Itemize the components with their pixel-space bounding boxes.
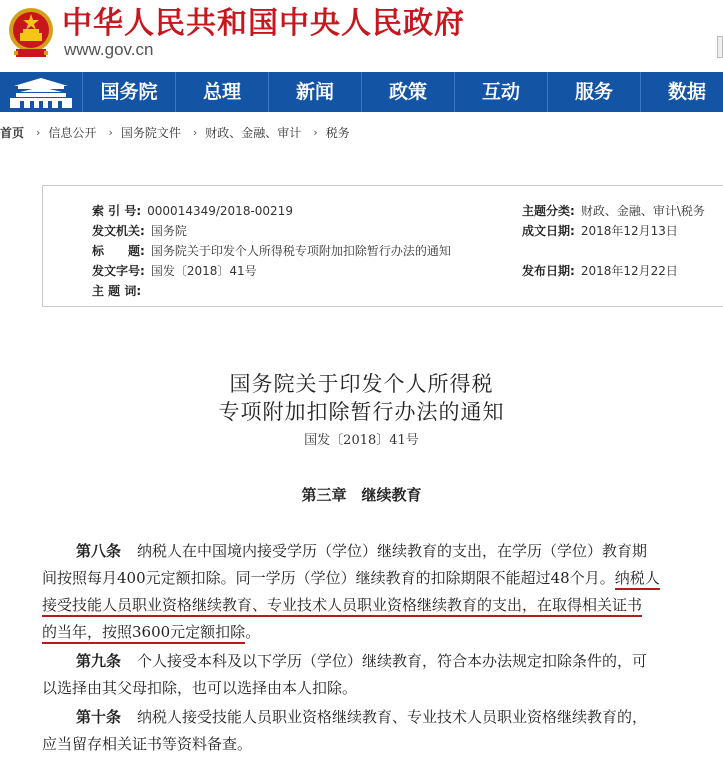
breadcrumb-home[interactable]: 首页 <box>0 125 25 140</box>
nav-item-state-council[interactable]: 国务院 <box>82 72 175 112</box>
meta-value: 2018年12月13日 <box>580 224 678 238</box>
main-nav <box>0 72 723 112</box>
meta-label: 发布日期: <box>522 264 575 278</box>
chevron-right-icon: › <box>108 125 113 139</box>
chevron-right-icon: › <box>313 125 318 139</box>
tiananmen-icon[interactable] <box>0 72 82 112</box>
document-metadata-box <box>42 185 723 307</box>
article-9-line <box>42 648 702 675</box>
article-text: 应当留存相关证书等资料备查。 <box>42 735 253 753</box>
scrollbar-thumb[interactable] <box>717 36 723 58</box>
meta-issuer <box>92 222 187 239</box>
article-label: 第八条 <box>76 542 122 560</box>
nav-item-services[interactable]: 服务 <box>547 72 640 112</box>
meta-label: 发文机关: <box>92 224 145 238</box>
meta-keywords <box>92 282 147 299</box>
meta-value: 国发〔2018〕41号 <box>150 264 257 278</box>
meta-value: 国务院关于印发个人所得税专项附加扣除暂行办法的通知 <box>150 244 451 258</box>
chapter-heading: 第三章 继续教育 <box>301 486 422 504</box>
site-title[interactable]: 中华人民共和国中央人民政府 <box>62 6 465 41</box>
breadcrumb-state-council-docs[interactable]: 国务院文件 <box>120 125 181 140</box>
meta-value: 2018年12月22日 <box>580 264 678 278</box>
article-text: 纳税人在中国境内接受学历（学位）继续教育的支出，在学历（学位）教育期 <box>137 542 648 560</box>
meta-created <box>522 222 678 239</box>
breadcrumb-tax[interactable]: 税务 <box>325 125 350 140</box>
article-10-line <box>42 704 702 731</box>
article-text: 。 <box>245 623 261 641</box>
article-9-line <box>42 675 702 702</box>
highlighted-text: 的当年，按照3600元定额扣除 <box>42 623 245 644</box>
site-header <box>0 0 723 72</box>
meta-label: 索 引 号: <box>92 204 142 218</box>
nav-item-data[interactable]: 数据 <box>640 72 723 112</box>
article-8-line <box>42 592 702 619</box>
national-emblem-icon[interactable] <box>6 5 56 61</box>
article-10-line <box>42 731 702 758</box>
breadcrumb-info-disclosure[interactable]: 信息公开 <box>48 125 97 140</box>
article-8-line <box>42 565 702 592</box>
chevron-right-icon: › <box>36 125 41 139</box>
meta-subject <box>522 202 705 219</box>
nav-item-premier[interactable]: 总理 <box>175 72 268 112</box>
breadcrumb-finance[interactable]: 财政、金融、审计 <box>205 125 302 140</box>
article-doc-number: 国发〔2018〕41号 <box>304 433 419 448</box>
meta-value: 000014349/2018-00219 <box>147 204 293 218</box>
article-label: 第十条 <box>76 708 122 726</box>
article-label: 第九条 <box>76 652 122 670</box>
nav-item-news[interactable]: 新闻 <box>268 72 361 112</box>
breadcrumb <box>0 122 350 142</box>
meta-value: 国务院 <box>150 224 187 238</box>
article-8-line <box>42 619 702 646</box>
meta-label: 发文字号: <box>92 264 145 278</box>
nav-item-policy[interactable]: 政策 <box>361 72 454 112</box>
chevron-right-icon: › <box>192 125 198 139</box>
meta-label: 主题分类: <box>522 204 575 218</box>
article-8 <box>42 538 702 646</box>
article-9 <box>42 648 702 702</box>
article-text: 纳税人接受技能人员职业资格继续教育、专业技术人员职业资格继续教育的， <box>137 708 648 726</box>
highlighted-text: 纳税人 <box>615 569 660 590</box>
meta-index-no <box>92 202 293 219</box>
highlighted-text: 接受技能人员职业资格继续教育、专业技术人员职业资格继续教育的支出，在取得相关证书 <box>42 596 642 617</box>
article-title-line-1: 国务院关于印发个人所得税 <box>229 372 494 396</box>
meta-doc-no <box>92 262 257 279</box>
article-text: 以选择由其父母扣除，也可以选择由本人扣除。 <box>42 679 358 697</box>
meta-label: 主 题 词: <box>92 284 142 298</box>
meta-value: 财政、金融、审计\税务 <box>580 204 705 218</box>
article-text: 个人接受本科及以下学历（学位）继续教育，符合本办法规定扣除条件的，可 <box>137 652 648 670</box>
article-8-line <box>42 538 702 565</box>
site-url[interactable]: www.gov.cn <box>64 40 154 59</box>
article-title-line-2: 专项附加扣除暂行办法的通知 <box>218 400 505 424</box>
nav-item-interaction[interactable]: 互动 <box>454 72 547 112</box>
meta-label: 标 题: <box>92 244 145 258</box>
meta-published <box>522 262 678 279</box>
meta-title <box>92 242 451 259</box>
article-10 <box>42 704 702 758</box>
article-text: 间按照每月400元定额扣除。同一学历（学位）继续教育的扣除期限不能超过48个月。 <box>42 569 615 587</box>
meta-label: 成文日期: <box>522 224 575 238</box>
nav-items <box>82 72 723 112</box>
